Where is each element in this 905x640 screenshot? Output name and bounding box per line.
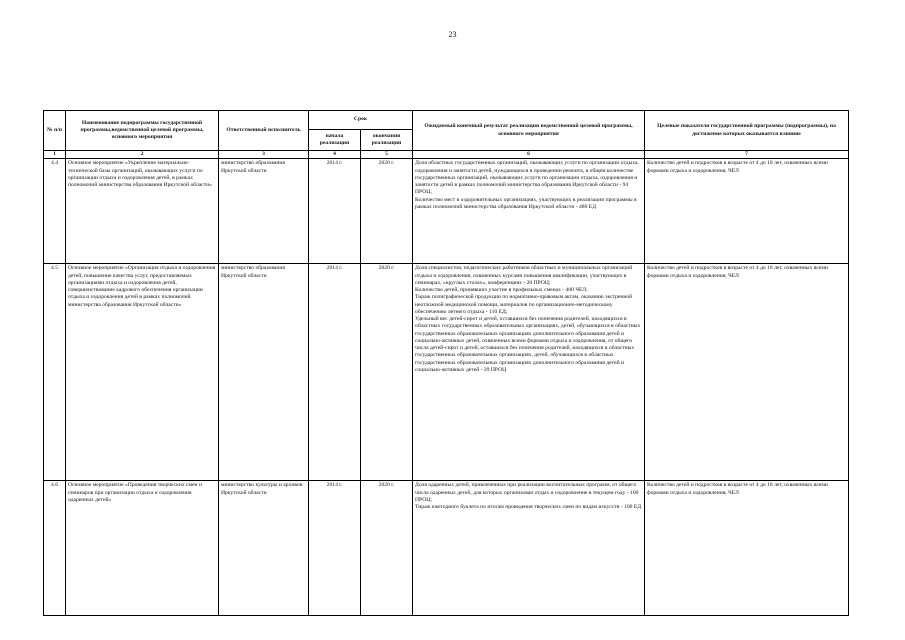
header-result: Ожидаемый конечный результат реализации ведомственной целевой программы, основного мероприятия <box>413 111 645 151</box>
start-year: 2014 г. <box>309 481 361 616</box>
start-year: 2014 г. <box>309 264 361 481</box>
responsible-executor: министерство культуры и архивов Иркутской области <box>219 481 309 616</box>
result-line: Количество детей, принявших участие в профильных сменах - 400 ЧЕЛ; <box>415 287 588 294</box>
column-number: 1 <box>44 151 66 159</box>
column-number: 5 <box>361 151 413 159</box>
column-number-row <box>44 151 849 159</box>
column-number: 4 <box>309 151 361 159</box>
activity-name: Основное мероприятие «Укрепление материально-технической базы организаций, оказывающих услуги по организации отдыха и оздоровления детей, в рамках полномочий министерства образования Иркутской области» <box>66 159 219 264</box>
end-year: 2020 г. <box>361 481 413 616</box>
end-year: 2020 г. <box>361 159 413 264</box>
table-row <box>44 481 849 616</box>
result-line: Количество мест в оздоровительных организациях, участвующих в реализации программы в рамках полномочий министерства образования Иркутской области - 480 ЕД <box>415 196 637 210</box>
header-name: Наименование подпрограммы государственной программы,ведомственной целевой программы, основного мероприятия <box>66 111 219 151</box>
expected-result <box>413 264 645 481</box>
column-number: 7 <box>645 151 849 159</box>
header-indicators: Целевые показатели государственной программы (подпрограммы), на достижение которых оказывается влияние <box>645 111 849 151</box>
result-line: Тираж полиграфической продукции по нормативно-правовым актам, оказанию экстренной неотложной медицинской помощи, материалов по организационно-методическому обеспечению летнего отдыха - 110 ЕД; <box>415 294 633 315</box>
responsible-executor: министерство образования Иркутской области <box>219 264 309 481</box>
table-row <box>44 159 849 264</box>
row-number: 4.5 <box>44 264 66 481</box>
header-end: окончания реализации <box>361 130 413 151</box>
result-line: Доля одаренных детей, привлеченных при реализации воспитательных программ, от общего числа одаренных детей, для которых организован отдых и оздоровление в текущем году - 100 ПРОЦ; <box>415 482 639 503</box>
target-indicators: Количество детей и подростков в возрасте от 4 до 18 лет, охваченных всеми формами отдыха и оздоровления, ЧЕЛ <box>645 159 849 264</box>
column-number: 2 <box>66 151 219 159</box>
table-row <box>44 264 849 481</box>
target-indicators: Количество детей и подростков в возрасте от 4 до 18 лет, охваченных всеми формами отдыха и оздоровления, ЧЕЛ <box>645 264 849 481</box>
result-line: Доля областных государственных организаций, оказывающих услуги по организации отдыха, оздоровления и занятости детей, нуждающихся в проведении ремонта, в общем количестве государственных организаций, оказывающих услуги по организации отдыха, оздоровления и занятости детей в рамках полномочий министерства образования Иркутской области - 94 ПРОЦ; <box>415 160 639 196</box>
header-row <box>44 111 849 130</box>
start-year: 2014 г. <box>309 159 361 264</box>
row-number: 4.6 <box>44 481 66 616</box>
result-line: Тираж ежегодного буклета по итогам проведения творческих смен по видам искусств - 100 ЕД <box>415 504 642 511</box>
result-line: Доля специалистов, педагогических работников областных и муниципальных организаций отдыха и оздоровления, охваченных курсами повышения квалификации, участвующих в семинарах, «круглых столах», конференциях - 20 ПРОЦ; <box>415 265 633 286</box>
responsible-executor: министерство образования Иркутской области <box>219 159 309 264</box>
activity-name: Основное мероприятие «Проведения творческих смен и семинаров при организации отдыха и оздоровления одаренных детей» <box>66 481 219 616</box>
header-responsible: Ответственный исполнитель <box>219 111 309 151</box>
row-number: 4.4 <box>44 159 66 264</box>
activity-name: Основное мероприятие «Организация отдыха и оздоровления детей, повышение качества услуг, предоставляемых организациями отдыха и оздоровления детей, совершенствование кадрового обеспечения организации отдыха и оздоровления детей в рамках полномочий министерства образования Иркутской области» <box>66 264 219 481</box>
header-start: начала реализации <box>309 130 361 151</box>
target-indicators: Количество детей и подростков в возрасте от 4 до 18 лет, охваченных всеми формами отдыха и оздоровления, ЧЕЛ <box>645 481 849 616</box>
expected-result <box>413 159 645 264</box>
header-period: Срок <box>309 111 413 130</box>
activities-table <box>43 110 849 616</box>
expected-result <box>413 481 645 616</box>
result-line: Удельный вес детей-сирот и детей, оставшихся без попечения родителей, находящихся в областных государственных образовательных организациях, детей, обучающихся в областных государственных образовательных организациях дополнительного образования детей и социально-активных детей, охваченных всеми формами отдыха и оздоровления, от общего числа детей-сирот и детей, оставшихся без попечения родителей, находящихся в областных государственных образовательных организациях, детей, обучающихся в областных государственных образовательных организациях дополнительного образования детей и социально-активных детей - 29 ПРОЦ <box>415 316 641 373</box>
header-num: № п/п <box>44 111 66 151</box>
end-year: 2020 г. <box>361 264 413 481</box>
column-number: 3 <box>219 151 309 159</box>
page-number: 23 <box>448 30 457 39</box>
column-number: 6 <box>413 151 645 159</box>
